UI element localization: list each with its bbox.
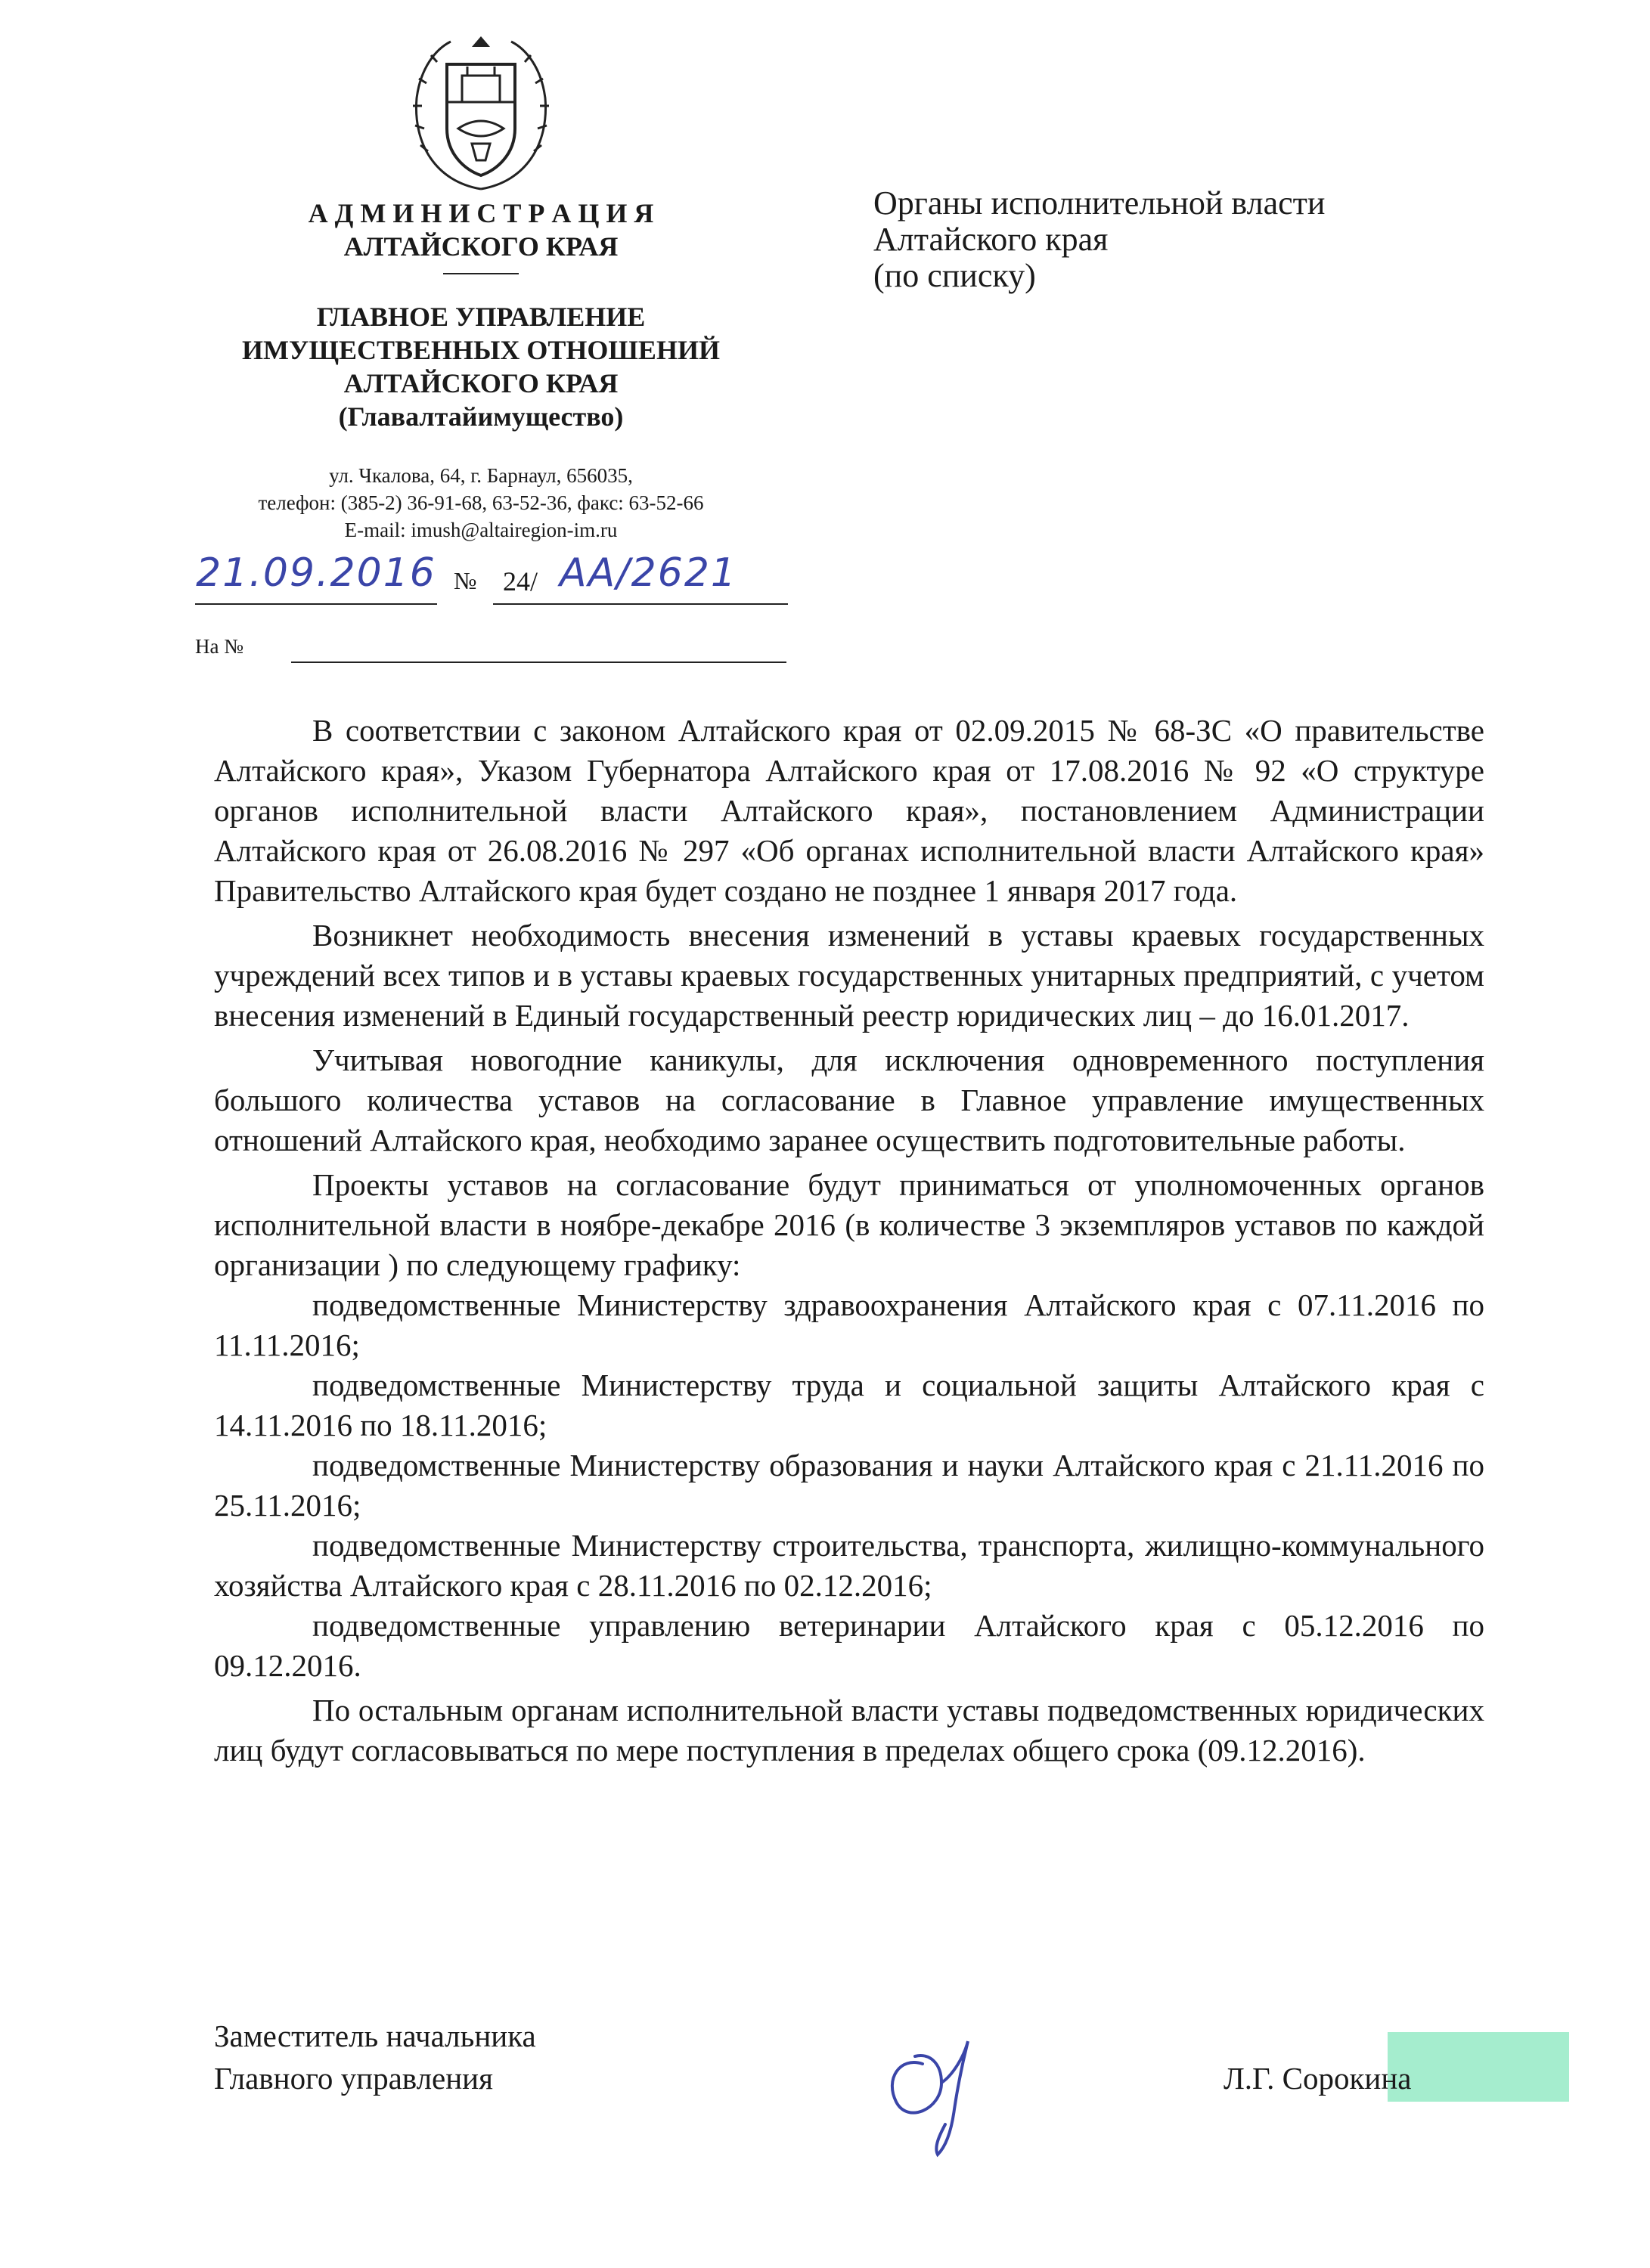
body-paragraph: Учитывая новогодние каникулы, для исключения одновременного поступления большого количества уставов на согласование в Главное управление имущественных отношений Алтайского края, необходимо заранее осуществить подготовительные работы. [214, 1043, 1484, 1157]
body-paragraph: По остальным органам исполнительной власти уставы подведомственных юридических лиц будут согласовываться по мере поступления в пределах общего срока (09.12.2016). [214, 1693, 1484, 1768]
body-paragraph: Возникнет необходимость внесения изменений в уставы краевых государственных учреждений всех типов и в уставы краевых государственных унитарных предприятий, с учетом внесения изменений в Единый государственный реестр юридических лиц – до 16.01.2017. [214, 918, 1484, 1033]
dept-name-line-4: (Главалтайимущество) [338, 401, 624, 432]
signatory-name: Л.Г. Сорокина [1224, 2061, 1412, 2096]
schedule-item: подведомственные Министерству образования и науки Алтайского края с 21.11.2016 по 25.11.2016; [214, 1448, 1484, 1523]
schedule-item: подведомственные Министерству здравоохранения Алтайского края с 07.11.2016 по 11.11.2016; [214, 1287, 1484, 1362]
number-prefix: 24/ [503, 566, 538, 596]
handwritten-signature [870, 2011, 991, 2162]
reply-label: На № [195, 635, 243, 658]
coat-of-arms-emblem [405, 30, 557, 197]
dept-name-line-2: ИМУЩЕСТВЕННЫХ ОТНОШЕНИЙ [242, 335, 720, 365]
number-handwritten: АА/2621 [560, 550, 737, 596]
address-phone: телефон: (385-2) 36-91-68, 63-52-36, факс: 63-52-66 [258, 491, 704, 514]
date-handwritten: 21.09.2016 [196, 550, 436, 596]
addressee-line: Алтайского края [873, 221, 1109, 258]
header-divider [443, 273, 519, 274]
address-street: ул. Чкалова, 64, г. Барнаул, 656035, [329, 464, 633, 487]
schedule-item: подведомственные управлению ветеринарии Алтайского края с 05.12.2016 по 09.12.2016. [214, 1608, 1484, 1683]
schedule-item: подведомственные Министерству строительства, транспорта, жилищно-коммунального хозяйства Алтайского края с 28.11.2016 по 02.12.2016; [214, 1528, 1484, 1603]
number-label: № [454, 567, 477, 594]
date-underline [195, 603, 437, 605]
org-name-line-1: А Д М И Н И С Т Р А Ц И Я [308, 198, 654, 228]
number-underline [493, 603, 788, 605]
body-paragraph: Проекты уставов на согласование будут приниматься от уполномоченных органов исполнительной власти в ноябре-декабре 2016 (в количестве 3 экземпляров уставов по каждой организации ) по следующему графику: [214, 1167, 1484, 1282]
letter-body [214, 711, 1484, 1771]
highlighter-mark [1388, 2032, 1569, 2102]
schedule-item: подведомственные Министерству труда и социальной защиты Алтайского края с 14.11.2016 по 18.11.2016; [214, 1368, 1484, 1442]
org-name-line-2: АЛТАЙСКОГО КРАЯ [343, 231, 619, 262]
dept-name-line-1: ГЛАВНОЕ УПРАВЛЕНИЕ [316, 302, 646, 332]
signatory-position-line-1: Заместитель начальника [214, 2019, 536, 2053]
address-email: E-mail: imush@altairegion-im.ru [344, 519, 618, 541]
addressee-line: Органы исполнительной власти [873, 184, 1326, 222]
addressee-block [873, 185, 1325, 294]
reply-underline [291, 662, 786, 663]
addressee-line: (по списку) [873, 257, 1036, 294]
dept-name-line-3: АЛТАЙСКОГО КРАЯ [343, 368, 619, 398]
body-paragraph: В соответствии с законом Алтайского края от 02.09.2015 № 68-ЗС «О правительстве Алтайского края», Указом Губернатора Алтайского края от 17.08.2016 № 92 «О структуре органов исполнительной власти Алтайского края», постановлением Администрации Алтайского края от 26.08.2016 № 297 «Об органах исполнительной власти Алтайского края» Правительство Алтайского края будет создано не позднее 1 января 2017 года. [214, 713, 1484, 908]
signatory-position-line-2: Главного управления [214, 2061, 493, 2096]
